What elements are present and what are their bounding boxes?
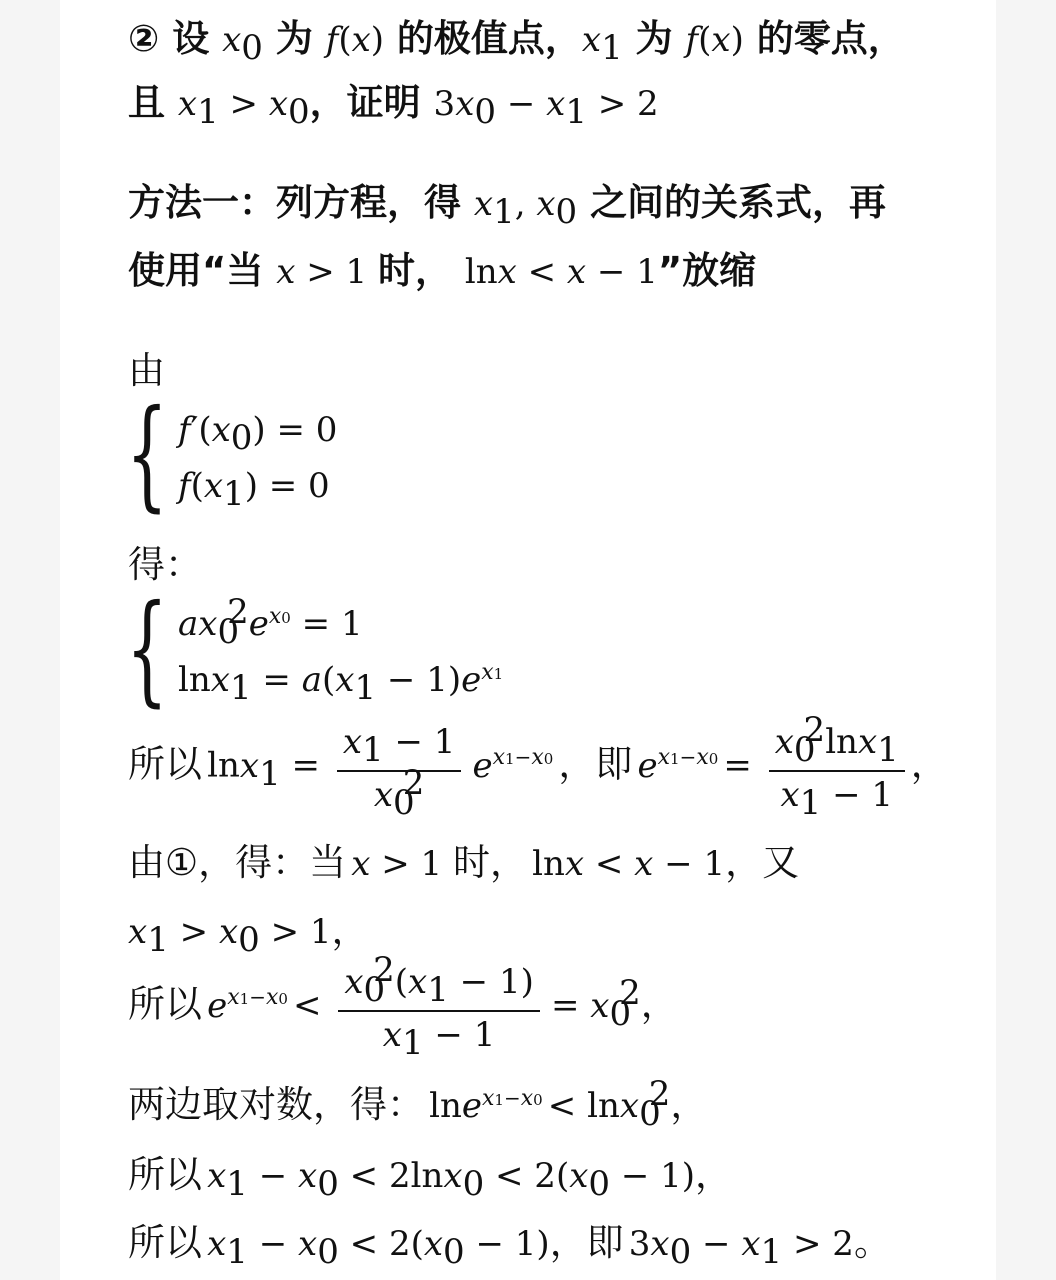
system-brace-1: {: [126, 385, 168, 524]
fraction: $\frac{x_1 - 1}{x_0^2}$: [337, 720, 462, 824]
system2-eq2: $\ln x_1 = a(x_1 - 1)e^{x1}$: [178, 659, 504, 708]
system1-eq2: $f(x_1) = 0$: [178, 466, 330, 514]
solution-line-ratio: 所以 lnx$_1$ = $\frac{x_1 - 1}{x_0^2}$ $e^{x1-x0}$ ，即 $e^{x1-x0}$ = $\frac{x_0^2\ln x_1}{x_1 - 1}$ ，: [128, 709, 948, 823]
system2-eq1: $ax_0^2e^{x0} = 1$: [178, 591, 363, 652]
document-page: [60, 0, 996, 1280]
solution-line-order: $x_1 > x_0 > 1$，: [128, 909, 369, 960]
solution-you: 由: [128, 349, 165, 392]
solution-line-ineq: 所以 $e^{x1-x0}$ < $\frac{x_0^2(x_1 - 1)}{x_1 - 1}$ = $x_0^2$，: [128, 949, 678, 1063]
solution-line-conclusion: 所以 $x_1 - x_0 < 2(x_0 - 1)$，即 $3x_0 - x_1 > 2$。: [128, 1221, 891, 1272]
system-brace-2: {: [126, 580, 168, 719]
solution-de: 得：: [128, 543, 202, 586]
system1-eq1: $f'(x_0) = 0$: [178, 410, 338, 458]
problem-line-1: ② 设 $x_0$ 为 f(x) 的极值点，$x_1$ 为 f(x) 的零点，: [128, 17, 905, 68]
method-line-2: 使用“当 x > 1 时， lnx < x − 1”放缩: [128, 249, 757, 292]
solution-line-bound: 所以 $x_1 - x_0 < 2\ln x_0 < 2(x_0 - 1)$，: [128, 1153, 733, 1204]
solution-line-log: 两边取对数，得： lne$^{x1-x0}$ < lnx$_0^2$，: [128, 1073, 708, 1134]
problem-line-2: 且 $x_1 > x_0$，证明 $3x_0 - x_1 > 2$: [128, 81, 659, 132]
fraction: $\frac{x_0^2\ln x_1}{x_1 - 1}$: [769, 720, 905, 824]
solution-line-lemma: 由①，得：当 x > 1 时， lnx < x − 1，又: [128, 841, 800, 884]
fraction: $\frac{x_0^2(x_1 - 1)}{x_1 - 1}$: [338, 960, 540, 1064]
method-line-1: 方法一：列方程，得 $x_1$, $x_0$ 之间的关系式，再: [128, 181, 887, 232]
